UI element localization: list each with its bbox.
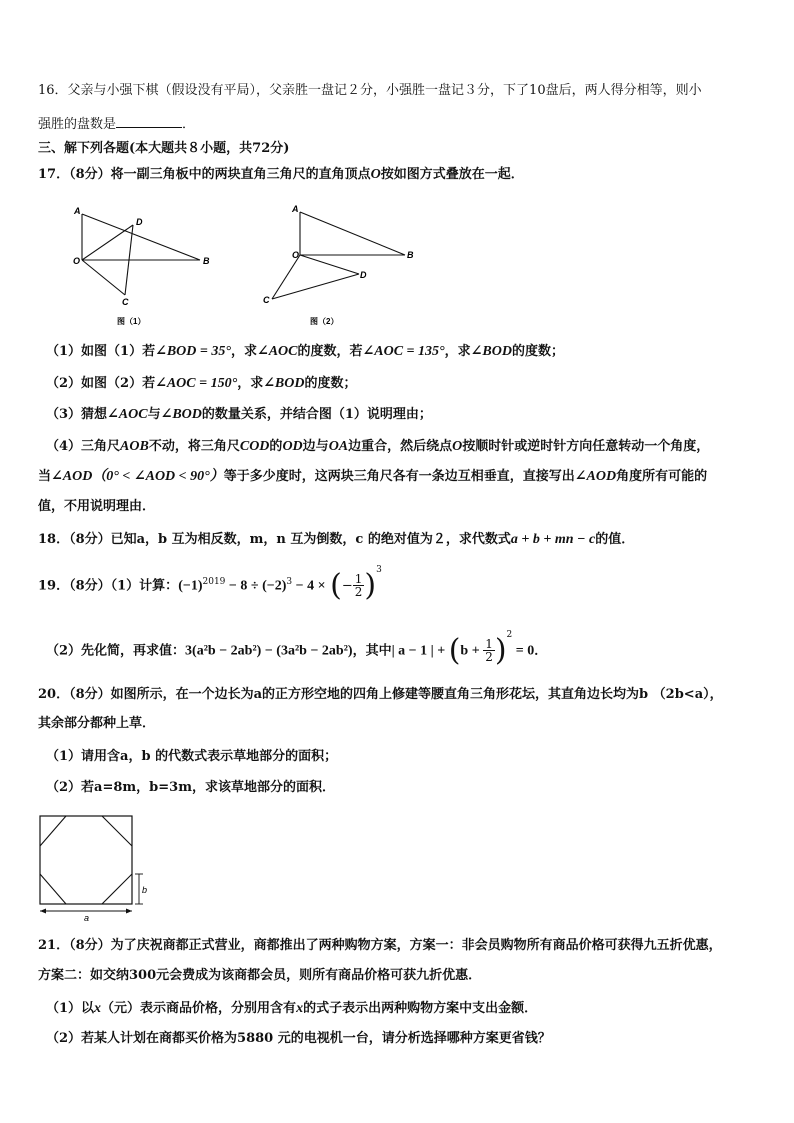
- q20-corner-tl: [40, 816, 66, 846]
- q19-p2-m4: = 0: [512, 643, 535, 659]
- q20-line2: 其余部分都种上草．: [38, 716, 156, 731]
- q20-corner-br: [102, 874, 132, 904]
- q17-part4-line2: [38, 468, 707, 486]
- q20-square: [40, 816, 132, 904]
- q17-p1-m4: ∠BOD: [470, 344, 512, 359]
- q17-p2-c: 的度数；: [304, 376, 357, 391]
- fig1-line-od: [82, 225, 133, 260]
- q21-line1: 21．（8分）为了庆祝商都正式营业，商都推出了两种购物方案，方案一：非会员购物所有商品价格可获得九五折优惠，: [38, 938, 722, 953]
- q20-corner-tr: [102, 816, 132, 846]
- q21-part1: [46, 1000, 537, 1018]
- fig2-line-od: [300, 255, 359, 274]
- q18-a: 18．（8分）已知a，b 互为相反数，m，n 互为倒数，c 的绝对值为２，求代数式: [38, 532, 511, 547]
- q20-part2: （2）若a=8m，b=3m，求该草地部分的面积．: [46, 780, 335, 795]
- q17-figure-1: [60, 200, 230, 330]
- q16-line2-text: 强胜的盘数是: [38, 117, 117, 132]
- fig2-line-ab: [300, 212, 405, 255]
- q17-p4-a: （4）三角尺: [46, 439, 121, 454]
- q18-line: [38, 531, 634, 549]
- section-3-heading: 三、解下列各题(本大题共８小题，共72分): [38, 141, 290, 156]
- q21-p1-x1: x: [94, 1001, 102, 1016]
- fig2-caption: 图（2）: [310, 317, 339, 326]
- q17-p3-a: （3）猜想: [46, 407, 108, 422]
- q19-m1: (−1): [178, 578, 203, 594]
- q18-b: 的值．: [595, 532, 635, 547]
- q17-p1-m3: ∠AOC = 135°: [362, 344, 445, 359]
- q20-label-a: a: [84, 913, 90, 923]
- q19-p2-m1: 3(a²b − 2ab²) − (3a²b − 2ab²): [185, 643, 353, 659]
- q17-part1: [46, 343, 564, 361]
- q17-p1-m2: ∠AOC: [256, 344, 298, 359]
- q17-p1-b: ，求: [230, 344, 257, 359]
- q17-part3: [46, 406, 432, 424]
- fig2-label-d: D: [360, 270, 367, 280]
- q17-p4-c: 的: [269, 439, 283, 454]
- q21-p1-a: （1）以: [46, 1001, 95, 1016]
- fig2-label-c: C: [263, 295, 270, 305]
- q17-p1-c: 的度数，若: [297, 344, 363, 359]
- fig2-label-o: O: [292, 250, 300, 260]
- q21-p1-b: （元）表示商品价格，分别用含有: [101, 1001, 297, 1016]
- q17-p4l2-b: 等于多少度时，这两块三角尺各有一条边互相垂直，直接写出: [223, 469, 575, 484]
- q17-p4-m1: AOB: [120, 439, 149, 454]
- q17-p3-m2: ∠BOD: [160, 407, 202, 422]
- q21-line2: 方案二：如交纳300元会费成为该商都会员，则所有商品价格可获九折优惠．: [38, 968, 482, 983]
- fig1-label-o: O: [73, 256, 81, 266]
- q20-a-arrow-right: [126, 909, 132, 914]
- q17-p4-d: 边与: [302, 439, 329, 454]
- q20-figure: [36, 814, 156, 924]
- q19-p2-fraction: [483, 638, 495, 663]
- q17-p4-f: 按顺时针或逆时针方向任意转动一个角度，: [462, 439, 710, 454]
- q19-a: 19．（8分）（1）计算：: [38, 578, 179, 594]
- q19-e1: 2019: [202, 577, 226, 587]
- q20-label-b: b: [142, 885, 148, 895]
- q17-p1-e: 的度数；: [511, 344, 564, 359]
- q21-p1-x2: x: [296, 1001, 304, 1016]
- q17-p1-d: ，求: [444, 344, 471, 359]
- q19-e2: 3: [286, 577, 293, 587]
- q19-p2-a: （2）先化简，再求值：: [46, 643, 186, 659]
- q20-a-arrow-left: [40, 909, 46, 914]
- q19-minus: −: [341, 578, 353, 594]
- q17-p4-e: 边重合，然后绕点: [348, 439, 453, 454]
- q17-p3-c: 的数量关系，并结合图（1）说明理由；: [201, 407, 432, 422]
- q19-p2-paren-close: ): [494, 632, 507, 668]
- q19-fraction: [353, 573, 365, 598]
- q20-part1: （1）请用含a，b 的代数式表示草地部分的面积；: [46, 749, 338, 764]
- q19-den: 2: [354, 585, 363, 600]
- q16-line2-end: ．: [182, 117, 196, 132]
- q19-m3: − 4 ×: [292, 578, 326, 594]
- q19-p2-m3: b +: [460, 643, 484, 659]
- q17-p4-m3: OD: [282, 439, 303, 454]
- q17-p1-m1: ∠BOD = 35°: [155, 344, 231, 359]
- q17-stem-b: 按如图方式叠放在一起．: [380, 167, 524, 182]
- fig1-label-b: B: [203, 256, 210, 266]
- q17-stem: [38, 166, 524, 184]
- q19-p2-num: 1: [485, 637, 493, 652]
- q17-p4-m2: COD: [239, 439, 270, 454]
- fig1-label-a: A: [74, 206, 81, 216]
- q17-p2-b: ，求: [237, 376, 264, 391]
- q17-part4-line3: 值，不用说明理由．: [38, 499, 156, 514]
- fig1-caption: 图（1）: [117, 317, 146, 326]
- q19-e3: 3: [376, 565, 382, 575]
- q17-p4-b: 不动，将三角尺: [148, 439, 240, 454]
- q19-part2: [46, 630, 548, 668]
- fig1-line-oc: [82, 260, 125, 295]
- q21-p1-c: 的式子表示出两种购物方案中支出金额．: [303, 1001, 538, 1016]
- q19-p2-e: 2: [506, 630, 513, 640]
- q18-expression: a + b + mn − c: [510, 532, 596, 547]
- q17-part4-line1: [46, 438, 709, 456]
- q17-p2-a: （2）如图（2）若: [46, 376, 156, 391]
- fig1-label-c: C: [122, 297, 129, 307]
- q16-answer-blank: [116, 115, 182, 128]
- q17-stem-a: 17．（8分）将一副三角板中的两块直角三角尺的直角顶点: [38, 167, 371, 182]
- q19-p2-m2: | a − 1 | +: [391, 643, 449, 659]
- fig2-label-b: B: [407, 250, 414, 260]
- q19-p2-b: ，其中: [352, 643, 392, 659]
- q19-m2: − 8 ÷ (−2): [225, 578, 287, 594]
- q19-num: 1: [354, 572, 363, 587]
- q17-stem-o: O: [370, 167, 381, 182]
- q20-corner-bl: [40, 874, 66, 904]
- q20-line1: 20．（8分）如图所示，在一个边长为a的正方形空地的四角上修建等腰直角三角形花坛，其直角边长均为b （2b<a），: [38, 687, 723, 702]
- q17-p2-m2: ∠BOD: [263, 376, 305, 391]
- q19-p2-paren-open: (: [448, 632, 461, 668]
- q16-line2: [38, 115, 195, 134]
- q17-p4l2-c: 角度所有可能的: [616, 469, 708, 484]
- q17-p2-m1: ∠AOC = 150°: [155, 376, 238, 391]
- q17-p4-m4: OA: [328, 439, 349, 454]
- q19-paren-close: ): [364, 567, 377, 603]
- q17-part2: [46, 375, 357, 393]
- q17-p3-m1: ∠AOC: [107, 407, 148, 422]
- fig1-label-d: D: [136, 217, 143, 227]
- q17-p4-m5: O: [452, 439, 463, 454]
- q17-p3-b: 与: [147, 407, 161, 422]
- q19-p2-den: 2: [485, 650, 493, 665]
- q19-p2-c: ．: [534, 643, 548, 659]
- q17-p4l2-a: 当: [38, 469, 52, 484]
- q17-figure-2: [255, 200, 425, 330]
- q19-part1: [38, 565, 382, 603]
- fig2-label-a: A: [292, 204, 299, 214]
- q16-line1: 16．父亲与小强下棋（假设没有平局），父亲胜一盘记２分，小强胜一盘记３分，下了10盘后，两人得分相等，则小: [38, 83, 702, 98]
- q17-p4l2-m2: ∠AOD: [574, 469, 617, 484]
- q21-part2: （2）若某人计划在商都买价格为5880 元的电视机一台，请分析选择哪种方案更省钱？: [46, 1031, 551, 1046]
- q17-p4l2-m1: ∠AOD（0° < ∠AOD < 90°）: [51, 469, 224, 484]
- q17-p1-a: （1）如图（1）若: [46, 344, 156, 359]
- q19-paren-open: (: [330, 567, 342, 603]
